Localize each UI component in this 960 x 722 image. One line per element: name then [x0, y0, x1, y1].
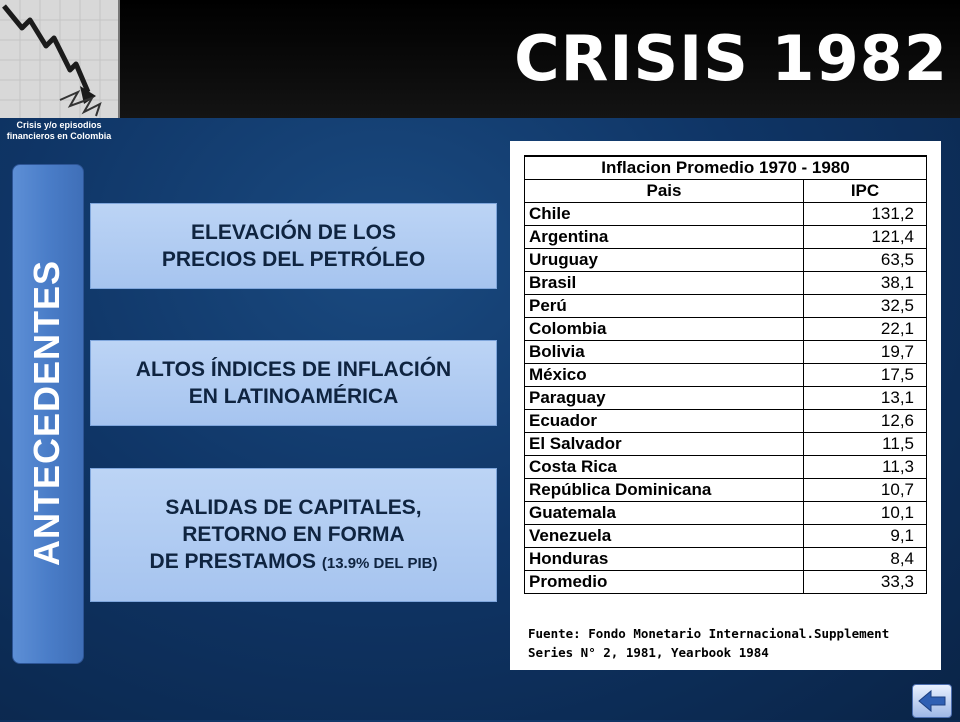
country-cell: El Salvador	[525, 433, 804, 456]
country-cell: Paraguay	[525, 387, 804, 410]
page-title: CRISIS 1982	[514, 22, 948, 95]
ipc-cell: 33,3	[804, 571, 927, 594]
table-row	[525, 456, 927, 479]
column-header-country: Pais	[525, 180, 804, 203]
column-header-ipc: IPC	[804, 180, 927, 203]
logo	[0, 0, 120, 118]
ipc-cell: 22,1	[804, 318, 927, 341]
table-row	[525, 387, 927, 410]
table-row	[525, 295, 927, 318]
country-cell: Brasil	[525, 272, 804, 295]
country-cell: Uruguay	[525, 249, 804, 272]
source-line: Series N° 2, 1981, Yearbook 1984	[528, 645, 769, 660]
cause-text-line: EN LATINOAMÉRICA	[188, 385, 399, 408]
ipc-cell: 9,1	[804, 525, 927, 548]
pib-percentage: (13.9% DEL PIB)	[321, 554, 438, 572]
country-cell: Argentina	[525, 226, 804, 249]
country-cell: Perú	[525, 295, 804, 318]
cause-text-line: SALIDAS DE CAPITALES,	[165, 495, 422, 519]
ipc-cell: 11,5	[804, 433, 927, 456]
ipc-cell: 63,5	[804, 249, 927, 272]
country-cell: Ecuador	[525, 410, 804, 433]
ipc-cell: 121,4	[804, 226, 927, 249]
ipc-cell: 10,7	[804, 479, 927, 502]
table-row	[525, 341, 927, 364]
country-cell: Honduras	[525, 548, 804, 571]
ipc-cell: 12,6	[804, 410, 927, 433]
table-row	[525, 502, 927, 525]
table-row	[525, 272, 927, 295]
country-cell: Bolivia	[525, 341, 804, 364]
table-row	[525, 479, 927, 502]
cause-text-line: ALTOS ÍNDICES DE INFLACIÓN	[135, 358, 452, 381]
cause-box-inflation	[90, 340, 497, 426]
ipc-cell: 8,4	[804, 548, 927, 571]
country-cell: Colombia	[525, 318, 804, 341]
declining-chart-icon	[0, 0, 118, 118]
ipc-cell: 32,5	[804, 295, 927, 318]
table-row	[525, 249, 927, 272]
ipc-cell: 19,7	[804, 341, 927, 364]
country-cell: Costa Rica	[525, 456, 804, 479]
cause-text-line	[150, 548, 438, 577]
table-row	[525, 318, 927, 341]
country-cell: Promedio	[525, 571, 804, 594]
table-row	[525, 548, 927, 571]
table-title: Inflacion Promedio 1970 - 1980	[525, 156, 927, 180]
table-source	[528, 624, 928, 662]
back-button[interactable]	[912, 684, 952, 718]
inflation-table-panel	[510, 141, 941, 670]
ipc-cell: 11,3	[804, 456, 927, 479]
country-cell: Guatemala	[525, 502, 804, 525]
sidebar-label: ANTECEDENTES	[26, 259, 67, 567]
inflation-table	[524, 155, 927, 594]
cause-text-line: ELEVACIÓN DE LOS	[191, 221, 396, 244]
cause-box-oil-prices	[90, 203, 497, 289]
table-row	[525, 226, 927, 249]
country-cell: Venezuela	[525, 525, 804, 548]
country-cell: Chile	[525, 203, 804, 226]
ipc-cell: 13,1	[804, 387, 927, 410]
source-line: Fuente: Fondo Monetario Internacional.Supplement	[528, 626, 890, 641]
cause-text: DE PRESTAMOS	[149, 549, 317, 573]
ipc-cell: 131,2	[804, 203, 927, 226]
table-row	[525, 433, 927, 456]
table-body	[525, 203, 927, 594]
ipc-cell: 10,1	[804, 502, 927, 525]
cause-text-line: RETORNO EN FORMA	[182, 522, 405, 546]
table-row	[525, 571, 927, 594]
ipc-cell: 17,5	[804, 364, 927, 387]
table-row	[525, 203, 927, 226]
logo-caption: Crisis y/o episodios financieros en Colombia	[6, 120, 112, 141]
country-cell: República Dominicana	[525, 479, 804, 502]
back-arrow-icon	[913, 685, 951, 717]
cause-text-line: PRECIOS DEL PETRÓLEO	[161, 248, 426, 271]
table-row	[525, 410, 927, 433]
cause-box-capital-outflow	[90, 468, 497, 602]
table-row	[525, 525, 927, 548]
country-cell: México	[525, 364, 804, 387]
table-row	[525, 364, 927, 387]
ipc-cell: 38,1	[804, 272, 927, 295]
